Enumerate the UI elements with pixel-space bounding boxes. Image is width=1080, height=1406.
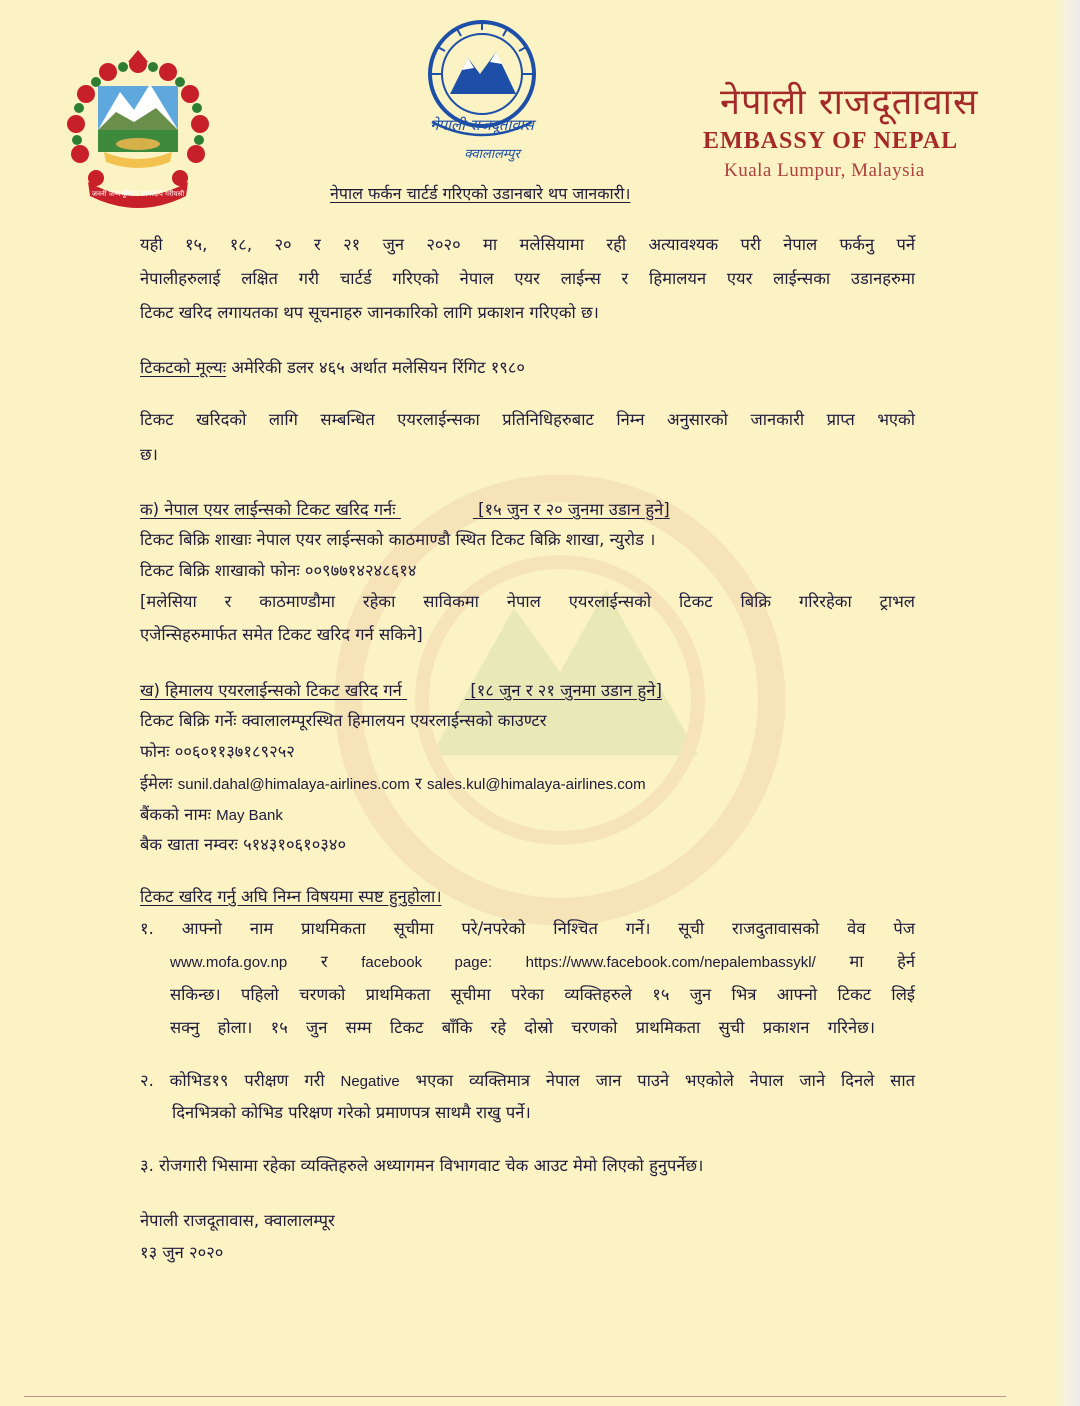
notice-item-2-line-2: दिनभित्रको कोभिड परिक्षण गरेको प्रमाणपत्र साथमै राखु पर्ने।	[172, 1103, 531, 1122]
item-1-tail: मा हेर्न	[849, 952, 916, 971]
signoff-date: १३ जुन २०२०	[140, 1243, 224, 1262]
section-b-title: ख) हिमालय एयरलाईन्सको टिकट खरिद गर्न	[140, 681, 402, 700]
emblem-motto: जननी जन्मभूमिश्च स्वर्गादपि गरीयसी	[91, 190, 185, 198]
account-value: ५१४३१०६१०३४०	[243, 835, 347, 854]
info-line-1: टिकट खरिदको लागि सम्बन्धित एयरलाईन्सका प्रतिनिधिहरुबाट निम्न अनुसारको जानकारी प्राप्त भएको	[140, 410, 915, 429]
item-1-text: आफ्नो नाम प्राथमिकता सूचीमा परे/नपरेको निश्चित गर्ने। सूची राजदुतावासको वेव पेज	[181, 919, 915, 938]
section-b-heading	[140, 678, 662, 701]
intro-line-3: टिकट खरिद लगायतका थप सूचनाहरु जानकारिको लागि प्रकाशन गरिएको छ।	[140, 303, 599, 322]
price-label: टिकटको मूल्यः	[140, 358, 227, 377]
item-3-text: रोजगारी भिसामा रहेका व्यक्तिहरुले अध्यागमन विभागवाट चेक आउट मेमो लिएको हुनुपर्नेछ।	[159, 1156, 704, 1175]
counter-value: क्वालालम्पूरस्थित हिमालयन एयरलाईन्सको काउण्टर	[241, 711, 547, 730]
notice-item-2-line-1	[140, 1064, 915, 1099]
section-b-account	[140, 832, 346, 855]
section-a-heading	[140, 497, 670, 520]
notice-item-1-line-4: सक्नु होला। १५ जुन सम्म टिकट बाँकि रहे दोस्रो चरणको प्राथमिकता सुची प्रकाशन गरिनेछ।	[170, 1018, 875, 1037]
info-line-2: छ।	[140, 445, 158, 464]
item-2-negative: Negative	[340, 1073, 400, 1090]
mofa-link[interactable]: www.mofa.gov.np	[170, 954, 288, 971]
facebook-label: facebook page:	[361, 954, 493, 971]
letterhead-title-english: EMBASSY OF NEPAL	[703, 128, 959, 154]
item-1-joiner: र	[320, 952, 328, 971]
account-label: बैक खाता नम्वरः	[140, 835, 238, 854]
item-2-text-c: भएका व्यक्तिमात्र नेपाल जान पाउने भएकोले नेपाल जाने दिनले सात	[415, 1071, 915, 1090]
letterhead-title-nepali: नेपाली राजदूतावास	[720, 82, 979, 123]
bank-label: बैंकको नामः	[140, 805, 211, 824]
email-link-2[interactable]: sales.kul@himalaya-airlines.com	[427, 776, 646, 793]
email-label: ईमेलः	[140, 774, 173, 793]
subject-line: नेपाल फर्कन चार्टर्ड गरिएको उडानबारे थप जानकारी।	[330, 184, 631, 203]
bank-value: May Bank	[216, 807, 283, 824]
footer-rule	[24, 1396, 1006, 1397]
phone-label: फोनः	[140, 742, 170, 761]
section-b-counter	[140, 708, 546, 731]
seal-text-top: नेपाली राजदूतावास	[430, 116, 534, 134]
counter-label: टिकट बिक्रि गर्नेः	[140, 711, 237, 730]
email-joiner: र	[415, 774, 422, 793]
item-2-text-a: कोभिड१९ परीक्षण गरी	[169, 1071, 325, 1090]
notice-item-1-line-2	[170, 945, 915, 980]
seal-text-bottom: क्वालालम्पुर	[464, 147, 520, 162]
item-3-number: ३.	[140, 1156, 154, 1175]
phone-value: ००६०११३७१८९२५२	[174, 742, 295, 761]
intro-line-1: यही १५, १८, २० र २१ जुन २०२० मा मलेसियामा रही अत्यावश्यक परी नेपाल फर्कनु पर्ने	[140, 235, 915, 254]
notice-item-1-line-3: सकिन्छ। पहिलो चरणको प्राथमिकता सूचीमा परेका व्यक्तिहरुले १५ जुन भित्र आफ्नो टिकट लिई	[170, 985, 915, 1004]
signoff-org: नेपाली राजदूतावास, क्वालालम्पूर	[140, 1211, 335, 1230]
section-a-title: क) नेपाल एयर लाईन्सको टिकट खरिद गर्नः	[140, 500, 396, 519]
notice-item-1-line-1	[140, 912, 915, 946]
section-b-dates: [१८ जुन र २१ जुनमा उडान हुने]	[470, 681, 662, 700]
intro-line-2: नेपालीहरुलाई लक्षित गरी चार्टर्ड गरिएको नेपाल एयर लाईन्स र हिमालयन एयर लाईन्सका उडानहरुमा	[140, 269, 915, 288]
section-b-bank	[140, 802, 283, 825]
section-b-phone	[140, 739, 295, 762]
section-a-branch: टिकट बिक्रि शाखाः नेपाल एयर लाईन्सको काठमाण्डौ स्थित टिकट बिक्रि शाखा, न्युरोड ।	[140, 530, 656, 549]
email-link-1[interactable]: sunil.dahal@himalaya-airlines.com	[177, 776, 410, 793]
section-a-note-1: [मलेसिया र काठमाण्डौमा रहेका साविकमा नेपाल एयरलाईन्सको टिकट बिक्रि गरिरहेका ट्राभल	[140, 592, 915, 611]
notice-heading: टिकट खरिद गर्नु अघि निम्न विषयमा स्पष्ट हुनुहोला।	[140, 887, 442, 906]
notice-item-3	[140, 1153, 703, 1176]
price-line	[140, 355, 525, 378]
facebook-link[interactable]: https://www.facebook.com/nepalembassykl/	[525, 954, 816, 971]
price-value: अमेरिकी डलर ४६५ अर्थात मलेसियन रिंगिट १९८०	[231, 358, 526, 377]
section-a-dates: [१५ जुन र २० जुनमा उडान हुने]	[478, 500, 670, 519]
item-1-number: १.	[140, 919, 154, 938]
section-b-email	[140, 771, 646, 794]
nepal-coat-of-arms-icon	[58, 50, 218, 210]
letterhead-city: Kuala Lumpur, Malaysia	[724, 160, 925, 181]
section-a-note-2: एजेन्सिहरुमार्फत समेत टिकट खरिद गर्न सकिने]	[140, 625, 423, 644]
item-2-number: २.	[140, 1071, 154, 1090]
page-edge-shadow	[1054, 0, 1080, 1406]
section-a-phone: टिकट बिक्रि शाखाको फोनः ००९७७१४२४८६१४	[140, 561, 417, 580]
embassy-seal-icon	[402, 12, 562, 177]
